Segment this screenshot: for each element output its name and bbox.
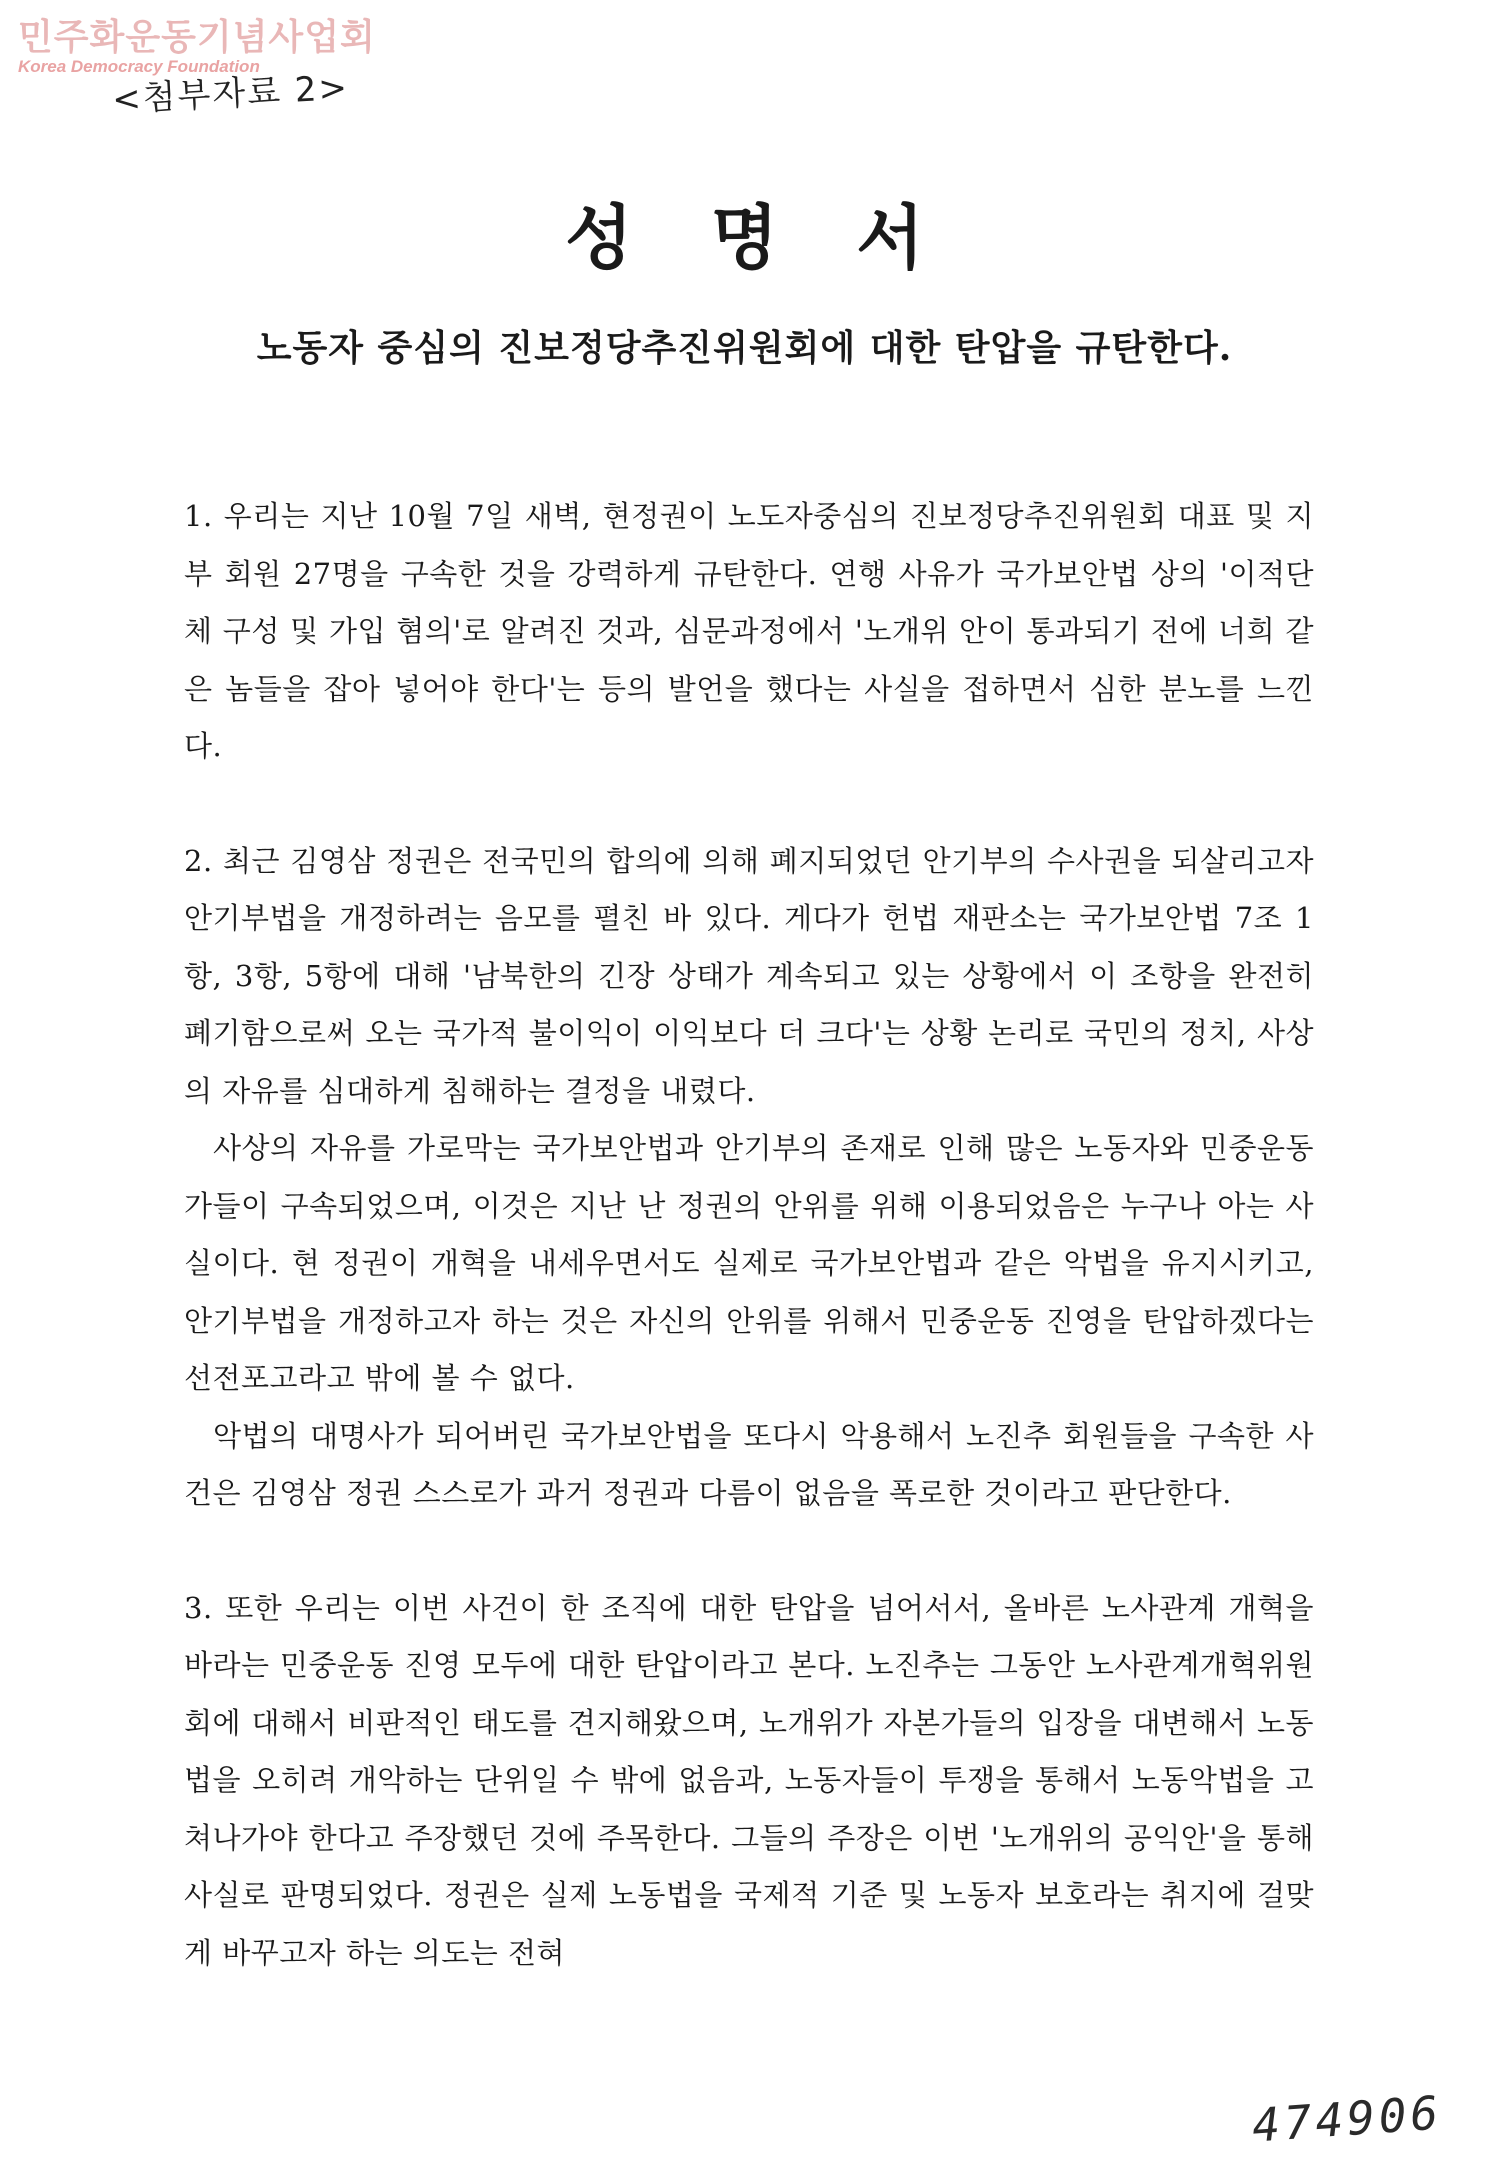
document-subtitle: 노동자 중심의 진보정당추진위원회에 대한 탄압을 규탄한다. — [256, 327, 1233, 369]
paragraph-2-continued: 사상의 자유를 가로막는 국가보안법과 안기부의 존재로 인해 많은 노동자와 민중운동가들이 구속되었으며, 이것은 지난 난 정권의 안위를 위해 이용되었음은 누구나 아는 사실이다. 현 정권이 개혁을 내세우면서도 실제로 국가보안법과 같은 악법을 유지시키고, 안기부법을 개정하고자 하는 것은 자신의 안위를 위해서 민중운동 진영을 탄압하겠다는 선전포고라고 밖에 볼 수 없다. — [184, 1131, 1314, 1395]
paragraph-1: 1. 우리는 지난 10월 7일 새벽, 현정권이 노도자중심의 진보정당추진위원회 대표 및 지부 회원 27명을 구속한 것을 강력하게 규탄한다. 연행 사유가 국가보안법 상의 '이적단체 구성 및 가입 혐의'로 알려진 것과, 심문과정에서 '노개위 안이 통과되기 전에 너희 같은 놈들을 잡아 넣어야 한다'는 등의 발언을 했다는 사실을 접하면서 심한 분노를 느낀다. — [184, 499, 1314, 763]
paragraph-gap — [184, 1523, 1314, 1580]
watermark-korean: 민주화운동기념사업회 — [18, 17, 376, 58]
paragraph-2-conclusion: 악법의 대명사가 되어버린 국가보안법을 또다시 악용해서 노진추 회원들을 구속한 사건은 김영삼 정권 스스로가 과거 정권과 다름이 없음을 폭로한 것이라고 판단한다. — [184, 1418, 1314, 1510]
paragraph-2: 2. 최근 김영삼 정권은 전국민의 합의에 의해 폐지되었던 안기부의 수사권을 되살리고자 안기부법을 개정하려는 음모를 펼친 바 있다. 게다가 헌법 재판소는 국가보안법 7조 1항, 3항, 5항에 대해 '남북한의 긴장 상태가 계속되고 있는 상황에서 이 조항을 완전히 폐기함으로써 오는 국가적 불이익이 이익보다 더 크다'는 상황 논리로 국민의 정치, 사상의 자유를 심대하게 침해하는 결정을 내렸다. — [184, 843, 1314, 1108]
paragraph-3: 3. 또한 우리는 이번 사건이 한 조직에 대한 탄압을 넘어서서, 올바른 노사관계 개혁을 바라는 민중운동 진영 모두에 대한 탄압이라고 본다. 노진추는 그동안 노사관계개혁위원회에 대해서 비판적인 태도를 견지해왔으며, 노개위가 자본가들의 입장을 대변해서 노동법을 오히려 개악하는 단위일 수 밖에 없음과, 노동자들이 투쟁을 통해서 노동악법을 고쳐나가야 한다고 주장했던 것에 주목한다. 그들의 주장은 이번 '노개위의 공익안'을 통해 사실로 판명되었다. 정권은 실제 노동법을 국제적 기준 및 노동자 보호라는 취지에 걸맞게 바꾸고자 하는 의도는 전혀 — [184, 1590, 1314, 1970]
document-title: 성명서 — [565, 197, 1002, 279]
document-body — [184, 488, 1314, 1982]
paragraph-gap — [184, 776, 1314, 833]
handwritten-page-number: 474906 — [1250, 2085, 1444, 2153]
watermark-english: Korea Democracy Foundation — [18, 56, 260, 76]
handwritten-annotation: <첨부자료 2> — [111, 67, 350, 121]
